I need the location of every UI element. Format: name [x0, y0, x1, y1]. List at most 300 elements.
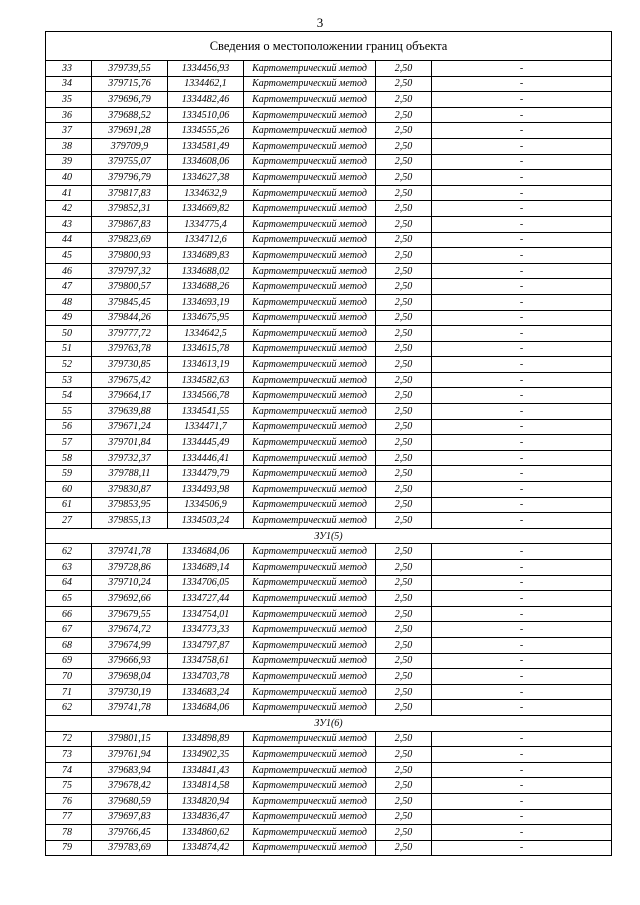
method-cell: Картометрический метод — [244, 357, 376, 373]
coordinate-y-cell: 1334493,98 — [168, 482, 244, 498]
coordinate-x-cell: 379801,15 — [92, 731, 168, 747]
point-number-cell: 33 — [46, 61, 92, 77]
method-cell: Картометрический метод — [244, 170, 376, 186]
precision-cell: 2,50 — [376, 560, 432, 576]
coordinate-x-cell: 379755,07 — [92, 154, 168, 170]
point-number-cell: 55 — [46, 404, 92, 420]
table-row — [46, 138, 612, 154]
point-number-cell: 27 — [46, 513, 92, 529]
description-cell: - — [432, 669, 612, 685]
point-number-cell: 52 — [46, 357, 92, 373]
table-row — [46, 778, 612, 794]
precision-cell: 2,50 — [376, 731, 432, 747]
point-number-cell: 37 — [46, 123, 92, 139]
coordinate-y-cell: 1334555,26 — [168, 123, 244, 139]
method-cell: Картометрический метод — [244, 123, 376, 139]
description-cell: - — [432, 419, 612, 435]
method-cell: Картометрический метод — [244, 232, 376, 248]
coordinate-y-cell: 1334684,06 — [168, 700, 244, 716]
precision-cell: 2,50 — [376, 372, 432, 388]
coordinate-y-cell: 1334615,78 — [168, 341, 244, 357]
precision-cell: 2,50 — [376, 513, 432, 529]
point-number-cell: 59 — [46, 466, 92, 482]
table-row — [46, 669, 612, 685]
coordinate-y-cell: 1334582,63 — [168, 372, 244, 388]
coordinate-x-cell: 379732,37 — [92, 450, 168, 466]
table-row — [46, 560, 612, 576]
point-number-cell: 78 — [46, 825, 92, 841]
point-number-cell: 64 — [46, 575, 92, 591]
point-number-cell: 49 — [46, 310, 92, 326]
table-row — [46, 809, 612, 825]
coordinate-y-cell: 1334814,58 — [168, 778, 244, 794]
coordinate-y-cell: 1334632,9 — [168, 185, 244, 201]
point-number-cell: 35 — [46, 92, 92, 108]
table-row — [46, 185, 612, 201]
method-cell: Картометрический метод — [244, 263, 376, 279]
method-cell: Картометрический метод — [244, 294, 376, 310]
precision-cell: 2,50 — [376, 793, 432, 809]
method-cell: Картометрический метод — [244, 388, 376, 404]
point-number-cell: 77 — [46, 809, 92, 825]
coordinate-x-cell: 379715,76 — [92, 76, 168, 92]
precision-cell: 2,50 — [376, 279, 432, 295]
coordinate-x-cell: 379701,84 — [92, 435, 168, 451]
point-number-cell: 68 — [46, 637, 92, 653]
point-number-cell: 41 — [46, 185, 92, 201]
precision-cell: 2,50 — [376, 232, 432, 248]
page-number: 3 — [316, 15, 324, 30]
coordinate-y-cell: 1334482,46 — [168, 92, 244, 108]
description-cell: - — [432, 793, 612, 809]
coordinate-y-cell: 1334510,06 — [168, 107, 244, 123]
coordinate-y-cell: 1334506,9 — [168, 497, 244, 513]
coordinate-y-cell: 1334712,6 — [168, 232, 244, 248]
description-cell: - — [432, 497, 612, 513]
coordinate-y-cell: 1334775,4 — [168, 216, 244, 232]
description-cell: - — [432, 248, 612, 264]
coordinate-y-cell: 1334773,33 — [168, 622, 244, 638]
section-header-row — [46, 715, 612, 731]
precision-cell: 2,50 — [376, 294, 432, 310]
method-cell: Картометрический метод — [244, 684, 376, 700]
table-row — [46, 357, 612, 373]
coordinate-y-cell: 1334566,78 — [168, 388, 244, 404]
coordinate-y-cell: 1334471,7 — [168, 419, 244, 435]
coordinate-x-cell: 379830,87 — [92, 482, 168, 498]
table-row — [46, 591, 612, 607]
coordinate-y-cell: 1334456,93 — [168, 61, 244, 77]
precision-cell: 2,50 — [376, 497, 432, 513]
point-number-cell: 56 — [46, 419, 92, 435]
table-row — [46, 825, 612, 841]
method-cell: Картометрический метод — [244, 326, 376, 342]
table-row — [46, 544, 612, 560]
point-number-cell: 58 — [46, 450, 92, 466]
method-cell: Картометрический метод — [244, 482, 376, 498]
coordinate-y-cell: 1334820,94 — [168, 793, 244, 809]
table-row — [46, 762, 612, 778]
description-cell: - — [432, 107, 612, 123]
coordinate-x-cell: 379823,69 — [92, 232, 168, 248]
description-cell: - — [432, 185, 612, 201]
boundary-coordinates-table — [45, 31, 612, 856]
coordinate-y-cell: 1334479,79 — [168, 466, 244, 482]
precision-cell: 2,50 — [376, 310, 432, 326]
coordinate-y-cell: 1334689,83 — [168, 248, 244, 264]
method-cell: Картометрический метод — [244, 61, 376, 77]
point-number-cell: 51 — [46, 341, 92, 357]
description-cell: - — [432, 840, 612, 856]
section-label: ЗУ1(6) — [46, 715, 612, 731]
coordinate-x-cell: 379844,26 — [92, 310, 168, 326]
coordinate-y-cell: 1334541,55 — [168, 404, 244, 420]
description-cell: - — [432, 294, 612, 310]
precision-cell: 2,50 — [376, 778, 432, 794]
description-cell: - — [432, 357, 612, 373]
description-cell: - — [432, 700, 612, 716]
precision-cell: 2,50 — [376, 762, 432, 778]
precision-cell: 2,50 — [376, 684, 432, 700]
point-number-cell: 62 — [46, 700, 92, 716]
method-cell: Картометрический метод — [244, 700, 376, 716]
coordinate-x-cell: 379852,31 — [92, 201, 168, 217]
section-header-row — [46, 528, 612, 544]
point-number-cell: 44 — [46, 232, 92, 248]
description-cell: - — [432, 450, 612, 466]
method-cell: Картометрический метод — [244, 154, 376, 170]
coordinate-y-cell: 1334689,14 — [168, 560, 244, 576]
precision-cell: 2,50 — [376, 700, 432, 716]
precision-cell: 2,50 — [376, 185, 432, 201]
coordinate-x-cell: 379777,72 — [92, 326, 168, 342]
coordinate-x-cell: 379817,83 — [92, 185, 168, 201]
coordinate-x-cell: 379639,88 — [92, 404, 168, 420]
method-cell: Картометрический метод — [244, 731, 376, 747]
description-cell: - — [432, 466, 612, 482]
method-cell: Картометрический метод — [244, 248, 376, 264]
description-cell: - — [432, 201, 612, 217]
precision-cell: 2,50 — [376, 170, 432, 186]
method-cell: Картометрический метод — [244, 185, 376, 201]
coordinate-x-cell: 379666,93 — [92, 653, 168, 669]
coordinate-x-cell: 379675,42 — [92, 372, 168, 388]
coordinate-y-cell: 1334675,95 — [168, 310, 244, 326]
coordinate-y-cell: 1334874,42 — [168, 840, 244, 856]
coordinate-x-cell: 379800,93 — [92, 248, 168, 264]
description-cell: - — [432, 435, 612, 451]
description-cell: - — [432, 263, 612, 279]
point-number-cell: 69 — [46, 653, 92, 669]
coordinate-y-cell: 1334688,26 — [168, 279, 244, 295]
coordinate-x-cell: 379855,13 — [92, 513, 168, 529]
point-number-cell: 76 — [46, 793, 92, 809]
coordinate-y-cell: 1334613,19 — [168, 357, 244, 373]
coordinate-y-cell: 1334841,43 — [168, 762, 244, 778]
point-number-cell: 74 — [46, 762, 92, 778]
coordinate-y-cell: 1334860,62 — [168, 825, 244, 841]
coordinate-y-cell: 1334727,44 — [168, 591, 244, 607]
table-row — [46, 435, 612, 451]
table-row — [46, 232, 612, 248]
table-row — [46, 341, 612, 357]
method-cell: Картометрический метод — [244, 435, 376, 451]
description-cell: - — [432, 731, 612, 747]
coordinate-y-cell: 1334902,35 — [168, 747, 244, 763]
precision-cell: 2,50 — [376, 622, 432, 638]
method-cell: Картометрический метод — [244, 747, 376, 763]
coordinate-x-cell: 379683,94 — [92, 762, 168, 778]
coordinate-x-cell: 379853,95 — [92, 497, 168, 513]
method-cell: Картометрический метод — [244, 591, 376, 607]
description-cell: - — [432, 170, 612, 186]
description-cell: - — [432, 825, 612, 841]
table-row — [46, 107, 612, 123]
description-cell: - — [432, 513, 612, 529]
table-row — [46, 840, 612, 856]
description-cell: - — [432, 341, 612, 357]
table-row — [46, 123, 612, 139]
description-cell: - — [432, 482, 612, 498]
point-number-cell: 63 — [46, 560, 92, 576]
coordinate-x-cell: 379697,83 — [92, 809, 168, 825]
method-cell: Картометрический метод — [244, 669, 376, 685]
precision-cell: 2,50 — [376, 450, 432, 466]
point-number-cell: 36 — [46, 107, 92, 123]
method-cell: Картометрический метод — [244, 637, 376, 653]
table-row — [46, 793, 612, 809]
point-number-cell: 54 — [46, 388, 92, 404]
method-cell: Картометрический метод — [244, 622, 376, 638]
method-cell: Картометрический метод — [244, 138, 376, 154]
point-number-cell: 50 — [46, 326, 92, 342]
coordinate-x-cell: 379766,45 — [92, 825, 168, 841]
table-row — [46, 279, 612, 295]
coordinate-x-cell: 379680,59 — [92, 793, 168, 809]
coordinate-x-cell: 379763,78 — [92, 341, 168, 357]
point-number-cell: 45 — [46, 248, 92, 264]
table-row — [46, 372, 612, 388]
method-cell: Картометрический метод — [244, 778, 376, 794]
coordinate-y-cell: 1334683,24 — [168, 684, 244, 700]
table-row — [46, 216, 612, 232]
description-cell: - — [432, 326, 612, 342]
coordinate-x-cell: 379796,79 — [92, 170, 168, 186]
coordinate-x-cell: 379797,32 — [92, 263, 168, 279]
coordinate-y-cell: 1334754,01 — [168, 606, 244, 622]
point-number-cell: 71 — [46, 684, 92, 700]
method-cell: Картометрический метод — [244, 544, 376, 560]
description-cell: - — [432, 61, 612, 77]
precision-cell: 2,50 — [376, 107, 432, 123]
coordinate-x-cell: 379845,45 — [92, 294, 168, 310]
table-row — [46, 61, 612, 77]
coordinate-x-cell: 379730,85 — [92, 357, 168, 373]
coordinate-x-cell: 379783,69 — [92, 840, 168, 856]
description-cell: - — [432, 92, 612, 108]
coordinate-x-cell: 379728,86 — [92, 560, 168, 576]
method-cell: Картометрический метод — [244, 606, 376, 622]
coordinate-y-cell: 1334503,24 — [168, 513, 244, 529]
point-number-cell: 61 — [46, 497, 92, 513]
point-number-cell: 38 — [46, 138, 92, 154]
precision-cell: 2,50 — [376, 357, 432, 373]
description-cell: - — [432, 653, 612, 669]
coordinate-y-cell: 1334462,1 — [168, 76, 244, 92]
description-cell: - — [432, 809, 612, 825]
precision-cell: 2,50 — [376, 263, 432, 279]
point-number-cell: 42 — [46, 201, 92, 217]
method-cell: Картометрический метод — [244, 762, 376, 778]
precision-cell: 2,50 — [376, 76, 432, 92]
point-number-cell: 57 — [46, 435, 92, 451]
description-cell: - — [432, 762, 612, 778]
description-cell: - — [432, 388, 612, 404]
coordinate-y-cell: 1334627,38 — [168, 170, 244, 186]
coordinate-y-cell: 1334446,41 — [168, 450, 244, 466]
method-cell: Картометрический метод — [244, 793, 376, 809]
coordinate-x-cell: 379741,78 — [92, 544, 168, 560]
method-cell: Картометрический метод — [244, 341, 376, 357]
precision-cell: 2,50 — [376, 201, 432, 217]
coordinate-x-cell: 379739,55 — [92, 61, 168, 77]
method-cell: Картометрический метод — [244, 107, 376, 123]
method-cell: Картометрический метод — [244, 653, 376, 669]
point-number-cell: 62 — [46, 544, 92, 560]
coordinate-x-cell: 379691,28 — [92, 123, 168, 139]
description-cell: - — [432, 637, 612, 653]
table-row — [46, 310, 612, 326]
method-cell: Картометрический метод — [244, 216, 376, 232]
precision-cell: 2,50 — [376, 591, 432, 607]
description-cell: - — [432, 575, 612, 591]
coordinate-x-cell: 379671,24 — [92, 419, 168, 435]
coordinate-x-cell: 379674,72 — [92, 622, 168, 638]
table-row — [46, 170, 612, 186]
point-number-cell: 48 — [46, 294, 92, 310]
description-cell: - — [432, 372, 612, 388]
table-row — [46, 419, 612, 435]
table-row — [46, 294, 612, 310]
method-cell: Картометрический метод — [244, 450, 376, 466]
coordinate-x-cell: 379800,57 — [92, 279, 168, 295]
point-number-cell: 65 — [46, 591, 92, 607]
coordinate-y-cell: 1334669,82 — [168, 201, 244, 217]
point-number-cell: 75 — [46, 778, 92, 794]
coordinate-y-cell: 1334706,05 — [168, 575, 244, 591]
description-cell: - — [432, 279, 612, 295]
precision-cell: 2,50 — [376, 575, 432, 591]
precision-cell: 2,50 — [376, 388, 432, 404]
point-number-cell: 43 — [46, 216, 92, 232]
precision-cell: 2,50 — [376, 404, 432, 420]
method-cell: Картометрический метод — [244, 575, 376, 591]
table-row — [46, 700, 612, 716]
precision-cell: 2,50 — [376, 669, 432, 685]
precision-cell: 2,50 — [376, 216, 432, 232]
description-cell: - — [432, 622, 612, 638]
coordinate-x-cell: 379788,11 — [92, 466, 168, 482]
coordinate-x-cell: 379678,42 — [92, 778, 168, 794]
precision-cell: 2,50 — [376, 653, 432, 669]
table-title: Сведения о местоположении границ объекта — [46, 32, 612, 61]
point-number-cell: 53 — [46, 372, 92, 388]
coordinate-x-cell: 379664,17 — [92, 388, 168, 404]
point-number-cell: 70 — [46, 669, 92, 685]
point-number-cell: 79 — [46, 840, 92, 856]
description-cell: - — [432, 154, 612, 170]
table-row — [46, 201, 612, 217]
description-cell: - — [432, 684, 612, 700]
coordinate-y-cell: 1334688,02 — [168, 263, 244, 279]
method-cell: Картометрический метод — [244, 310, 376, 326]
coordinate-x-cell: 379688,52 — [92, 107, 168, 123]
coordinate-y-cell: 1334445,49 — [168, 435, 244, 451]
precision-cell: 2,50 — [376, 435, 432, 451]
method-cell: Картометрический метод — [244, 404, 376, 420]
table-row — [46, 466, 612, 482]
table-title-row — [46, 32, 612, 61]
coordinate-x-cell: 379730,19 — [92, 684, 168, 700]
table-row — [46, 92, 612, 108]
precision-cell: 2,50 — [376, 637, 432, 653]
precision-cell: 2,50 — [376, 248, 432, 264]
table-row — [46, 263, 612, 279]
point-number-cell: 47 — [46, 279, 92, 295]
method-cell: Картометрический метод — [244, 76, 376, 92]
coordinate-x-cell: 379867,83 — [92, 216, 168, 232]
coordinate-y-cell: 1334642,5 — [168, 326, 244, 342]
method-cell: Картометрический метод — [244, 279, 376, 295]
precision-cell: 2,50 — [376, 544, 432, 560]
precision-cell: 2,50 — [376, 482, 432, 498]
description-cell: - — [432, 310, 612, 326]
method-cell: Картометрический метод — [244, 466, 376, 482]
description-cell: - — [432, 544, 612, 560]
point-number-cell: 66 — [46, 606, 92, 622]
point-number-cell: 72 — [46, 731, 92, 747]
method-cell: Картометрический метод — [244, 809, 376, 825]
table-row — [46, 747, 612, 763]
table-row — [46, 622, 612, 638]
precision-cell: 2,50 — [376, 123, 432, 139]
coordinate-x-cell: 379761,94 — [92, 747, 168, 763]
coordinate-y-cell: 1334898,89 — [168, 731, 244, 747]
coordinate-y-cell: 1334703,78 — [168, 669, 244, 685]
point-number-cell: 73 — [46, 747, 92, 763]
table-row — [46, 731, 612, 747]
coordinate-y-cell: 1334684,06 — [168, 544, 244, 560]
point-number-cell: 46 — [46, 263, 92, 279]
precision-cell: 2,50 — [376, 61, 432, 77]
table-row — [46, 404, 612, 420]
coordinate-x-cell: 379741,78 — [92, 700, 168, 716]
table-row — [46, 388, 612, 404]
precision-cell: 2,50 — [376, 606, 432, 622]
coordinate-y-cell: 1334758,61 — [168, 653, 244, 669]
precision-cell: 2,50 — [376, 92, 432, 108]
point-number-cell: 34 — [46, 76, 92, 92]
method-cell: Картометрический метод — [244, 419, 376, 435]
table-row — [46, 513, 612, 529]
method-cell: Картометрический метод — [244, 513, 376, 529]
description-cell: - — [432, 76, 612, 92]
coordinate-x-cell: 379709,9 — [92, 138, 168, 154]
coordinate-x-cell: 379696,79 — [92, 92, 168, 108]
coordinate-y-cell: 1334581,49 — [168, 138, 244, 154]
table-row — [46, 653, 612, 669]
description-cell: - — [432, 216, 612, 232]
